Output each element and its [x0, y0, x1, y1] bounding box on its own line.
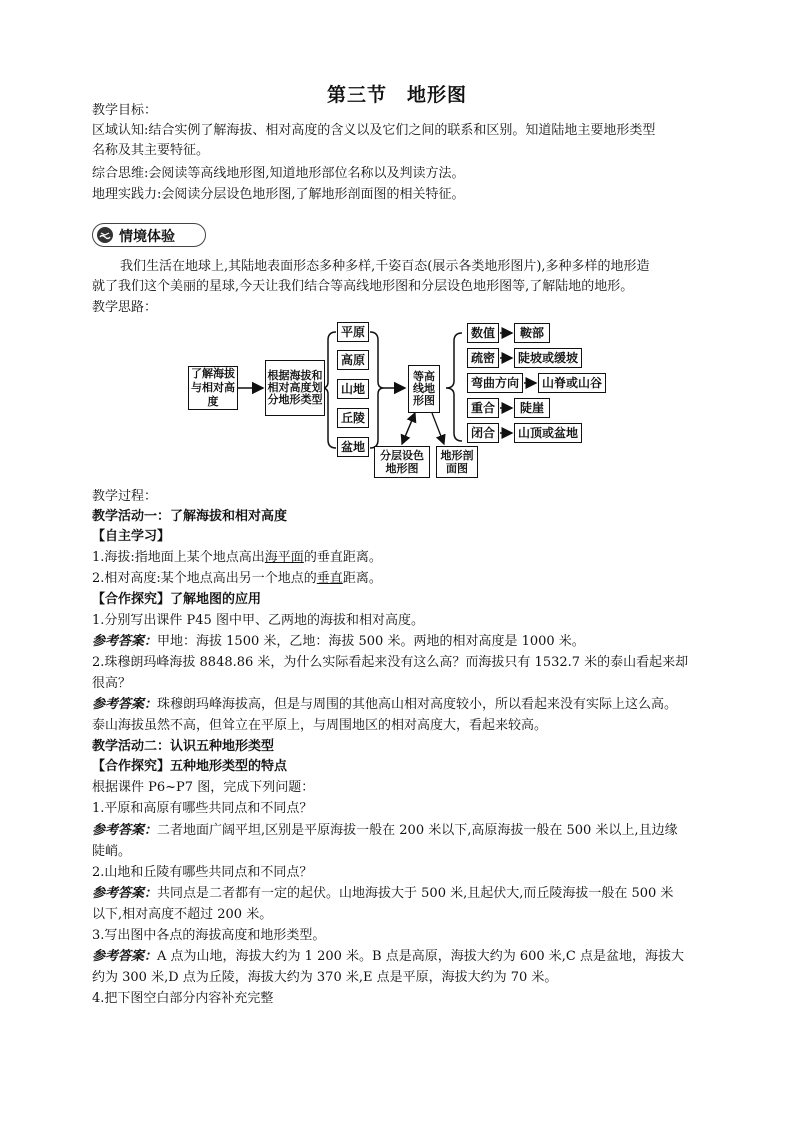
answer-text: 甲地：海拔 1500 米，乙地：海拔 500 米。两地的相对高度是 1000 米。	[157, 634, 585, 649]
activity2-a3-line1	[92, 948, 684, 966]
activity1-c2-answer-line2: 泰山海拔虽然不高，但耸立在平原上，与周围地区的相对高度大，看起来较高。	[92, 718, 548, 733]
diagram-type-mountain: 山地	[337, 379, 369, 399]
activity2-a1-line2: 陡峭。	[92, 844, 132, 859]
process-heading: 教学过程：	[92, 489, 158, 504]
activity2-q3: 3.写出图中各点的海拔高度和地形类型。	[92, 928, 326, 943]
diagram-type-plain: 平原	[337, 322, 369, 342]
diagram-layered-box: 分层设色地形图	[374, 446, 430, 478]
feature-overlap-box: 重合	[467, 398, 499, 418]
q1-text-b: 的垂直距离。	[303, 550, 382, 565]
objective-practice: 地理实践力:会阅读分层设色地形图,了解地形剖面图的相关特征。	[92, 187, 465, 202]
activity2-title: 教学活动二：认识五种地形类型	[92, 739, 275, 754]
activity1-q1	[92, 549, 382, 567]
answer-text: 共同点是二者都有一定的起伏。山地海拔大于 500 米,且起伏大,而丘陵海拔一般在 500 米	[157, 886, 674, 901]
diagram-classify-box: 根据海拔和相对高度划分地形类型	[265, 360, 325, 416]
feature-ridge-box: 山脊或山谷	[538, 373, 606, 393]
diagram-start-box: 了解海拔与相对高度	[188, 366, 238, 410]
activity2-q2: 2.山地和丘陵有哪些共同点和不同点？	[92, 865, 313, 880]
objective-region-line2: 名称及其主要特征。	[92, 143, 210, 158]
answer-label: 参考答案：	[92, 886, 158, 901]
activity2-a3-line2: 约为 300 米,D 点为丘陵，海拔大约为 370 米,E 点是平原，海拔大约为 70 米。	[92, 970, 558, 985]
diagram-type-basin: 盆地	[337, 437, 369, 457]
activity1-self-study: 【自主学习】	[92, 529, 171, 544]
page-title: 第三节 地形图	[326, 84, 467, 106]
intro-line1: 我们生活在地球上,其陆地表面形态多种多样,千姿百态(展示各类地形图片),多种多样的地形造	[120, 259, 650, 274]
activity1-c1: 1.分别写出课件 P45 图中甲、乙两地的海拔和相对高度。	[92, 613, 424, 628]
q2-blank: 垂直	[316, 571, 343, 586]
answer-label: 参考答案：	[92, 823, 158, 838]
diagram-type-hill: 丘陵	[337, 408, 369, 428]
activity1-q2	[92, 570, 382, 588]
activity2-a2-line1	[92, 885, 673, 903]
q2-text-b: 距离。	[342, 571, 382, 586]
feature-density-box: 疏密	[467, 348, 499, 368]
diagram-contour-box: 等高线地形图	[408, 365, 440, 413]
feature-saddle-box: 鞍部	[514, 323, 550, 343]
q1-blank: 海平面	[264, 550, 304, 565]
feature-value-box: 数值	[467, 323, 499, 343]
activity2-coop: 【合作探究】五种地形类型的特点	[92, 759, 288, 774]
activity2-q4: 4.把下图空白部分内容补充完整	[92, 991, 274, 1006]
activity1-c2-answer-line1	[92, 696, 677, 714]
feature-closed-box: 闭合	[467, 423, 499, 443]
activity2-q1: 1.平原和高原有哪些共同点和不同点？	[92, 801, 313, 816]
activity1-c2-line2: 很高？	[92, 676, 132, 691]
objective-region-line1: 区域认知:结合实例了解海拔、相对高度的含义以及它们之间的联系和区别。知道陆地主要地形类型	[92, 123, 656, 138]
activity2-intro: 根据课件 P6~P7 图，完成下列问题：	[92, 780, 315, 795]
feature-cliff-box: 陡崖	[514, 398, 550, 418]
activity1-title: 教学活动一：了解海拔和相对高度	[92, 509, 288, 524]
activity1-c2-line1: 2.珠穆朗玛峰海拔 8848.86 米，为什么实际看起来没有这么高？而海拔只有 1532.7 米的泰山看起来却	[92, 655, 689, 670]
answer-text: 二者地面广阔平坦,区别是平原海拔一般在 200 米以下,高原海拔一般在 500 米以上,且边缘	[157, 823, 678, 838]
answer-label: 参考答案：	[92, 949, 158, 964]
q2-text-a: 2.相对高度:某个地点高出另一个地点的	[92, 571, 317, 586]
diagram-type-plateau: 高原	[337, 350, 369, 370]
objective-thinking: 综合思维:会阅读等高线地形图,知道地形部位名称以及判读方法。	[92, 166, 465, 181]
activity1-coop: 【合作探究】了解地图的应用	[92, 592, 262, 607]
q1-text-a: 1.海拔:指地面上某个地点高出	[92, 550, 265, 565]
activity2-a1-line1	[92, 822, 678, 840]
activity2-a2-line2: 以下,相对高度不超过 200 米。	[92, 907, 273, 922]
answer-label: 参考答案：	[92, 697, 158, 712]
diagram-profile-box: 地形剖面图	[436, 446, 478, 478]
feature-bend-box: 弯曲方向	[467, 373, 523, 393]
banner-label: 情境体验	[119, 229, 175, 245]
answer-text: 珠穆朗玛峰海拔高，但是与周围的其他高山相对高度较小，所以看起来没有实际上这么高。	[157, 697, 678, 712]
answer-label: 参考答案：	[92, 634, 158, 649]
intro-line2: 就了我们这个美丽的星球,今天让我们结合等高线地形图和分层设色地形图等,了解陆地的地形。	[92, 279, 634, 294]
objectives-heading: 教学目标：	[92, 103, 158, 118]
feature-summit-box: 山顶或盆地	[514, 423, 582, 443]
answer-text: A 点为山地，海拔大约为 1 200 米。B 点是高原，海拔大约为 600 米,C 点是盆地，海拔大	[157, 949, 684, 964]
idea-heading: 教学思路：	[92, 300, 158, 315]
activity1-c1-answer	[92, 633, 585, 651]
feature-slope-box: 陡坡或缓坡	[514, 348, 582, 368]
